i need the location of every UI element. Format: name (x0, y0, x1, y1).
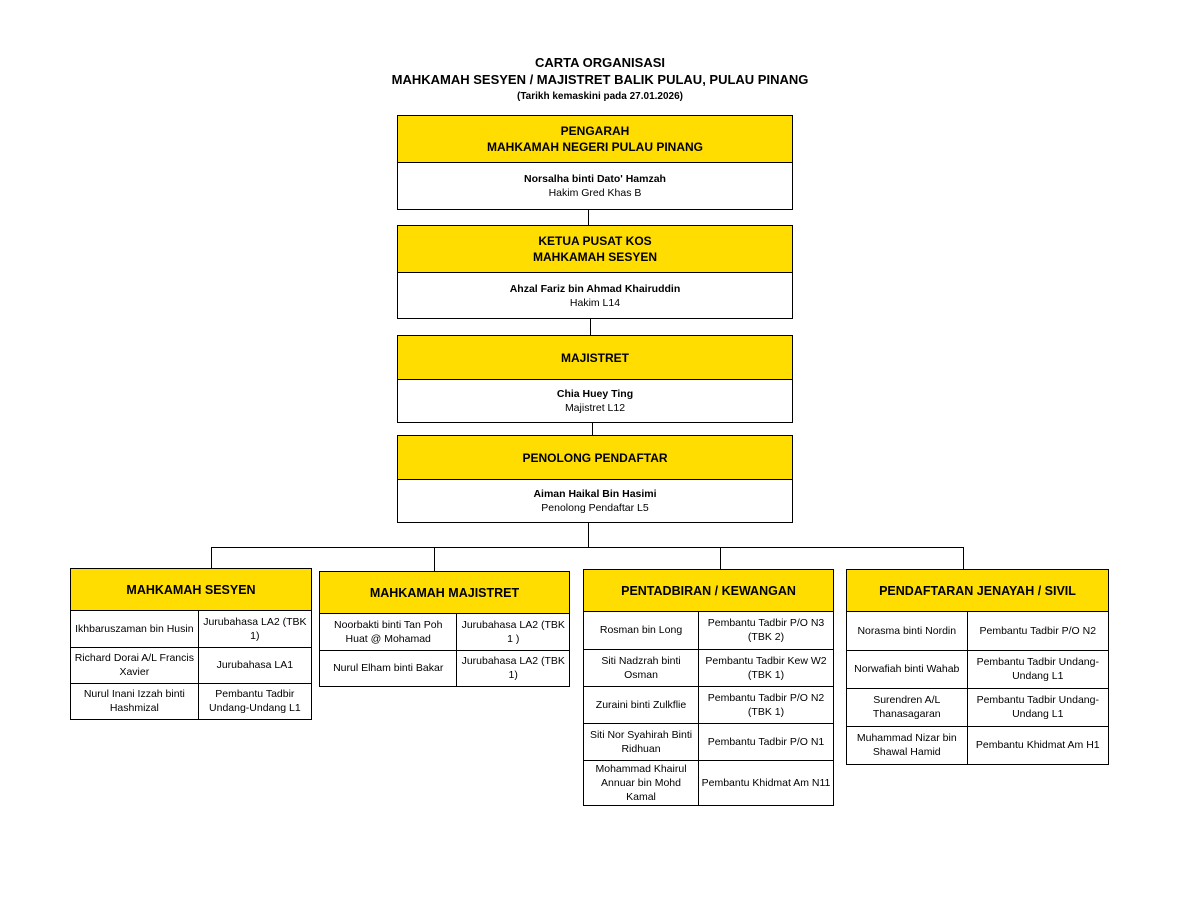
connector (590, 319, 591, 335)
connector (720, 547, 721, 569)
staff-post: Pembantu Tadbir P/O N3 (TBK 2) (699, 612, 833, 649)
staff-post: Pembantu Tadbir Undang-Undang L1 (198, 683, 311, 719)
staff-table (847, 612, 1108, 764)
table-row (320, 650, 569, 686)
connector (434, 547, 435, 571)
connector (211, 547, 212, 568)
unit-title: PENDAFTARAN JENAYAH / SIVIL (847, 570, 1108, 612)
staff-name: Noorbakti binti Tan Poh Huat @ Mohamad (320, 614, 457, 650)
unit-title: PENTADBIRAN / KEWANGAN (584, 570, 833, 612)
table-row (584, 686, 833, 723)
magistrate-info (398, 380, 792, 422)
staff-post: Pembantu Tadbir Undang-Undang L1 (967, 650, 1108, 688)
staff-post: Jurubahasa LA2 (TBK 1 ) (457, 614, 569, 650)
staff-name: Mohammad Khairul Annuar bin Mohd Kamal (584, 760, 699, 805)
cost-center-head-name: Ahzal Fariz bin Ahmad Khairuddin (509, 282, 681, 295)
magistrate-name: Chia Huey Ting (556, 388, 634, 400)
staff-table (320, 614, 569, 686)
unit-title: MAHKAMAH SESYEN (71, 569, 311, 611)
cost-center-head-title (398, 226, 792, 273)
staff-post: Jurubahasa LA1 (198, 647, 311, 683)
director-title-line2: MAHKAMAH NEGERI PULAU PINANG (487, 140, 703, 154)
staff-table (584, 612, 833, 805)
staff-post: Pembantu Tadbir P/O N2 (TBK 1) (699, 686, 833, 723)
assistant-registrar-title (398, 436, 792, 480)
table-row (71, 683, 311, 719)
director-title-line1: PENGARAH (560, 124, 630, 138)
chart-subtitle: MAHKAMAH SESYEN / MAJISTRET BALIK PULAU, PULAU PINANG (391, 72, 809, 87)
assistant-registrar-info (398, 480, 792, 522)
cost-center-head-info (398, 273, 792, 318)
table-row (71, 647, 311, 683)
cost-center-head-box (397, 225, 793, 319)
staff-post: Jurubahasa LA2 (TBK 1) (198, 611, 311, 647)
staff-table (71, 611, 311, 719)
cost-center-head-title-line1: KETUA PUSAT KOS (538, 234, 652, 248)
staff-post: Pembantu Khidmat Am H1 (967, 726, 1108, 764)
connector (963, 547, 964, 569)
director-title (398, 116, 792, 163)
staff-post: Jurubahasa LA2 (TBK 1) (457, 650, 569, 686)
magistrate-grade: Majistret L12 (564, 402, 626, 414)
staff-name: Nurul Elham binti Bakar (320, 650, 457, 686)
staff-post: Pembantu Tadbir Undang-Undang L1 (967, 688, 1108, 726)
staff-name: Nurul Inani Izzah binti Hashmizal (71, 683, 198, 719)
unit-sessions-court (70, 568, 312, 720)
chart-title: CARTA ORGANISASI (535, 55, 665, 70)
director-box (397, 115, 793, 210)
table-row (584, 649, 833, 686)
connector (592, 423, 593, 435)
staff-post: Pembantu Khidmat Am N11 (699, 760, 833, 805)
table-row (847, 688, 1108, 726)
table-row (847, 612, 1108, 650)
branch-line (211, 547, 964, 548)
connector (588, 523, 589, 547)
unit-criminal-civil-registry (846, 569, 1109, 765)
director-name: Norsalha binti Dato' Hamzah (524, 173, 666, 185)
staff-post: Pembantu Tadbir P/O N2 (967, 612, 1108, 650)
cost-center-head-title-line2: MAHKAMAH SESYEN (532, 250, 657, 264)
staff-name: Muhammad Nizar bin Shawal Hamid (847, 726, 967, 764)
assistant-registrar-grade: Penolong Pendaftar L5 (541, 502, 649, 514)
staff-post: Pembantu Tadbir Kew W2 (TBK 1) (699, 649, 833, 686)
unit-title: MAHKAMAH MAJISTRET (320, 572, 569, 614)
staff-name: Zuraini binti Zulkflie (584, 686, 699, 723)
staff-name: Siti Nor Syahirah Binti Ridhuan (584, 723, 699, 760)
magistrate-title-line1: MAJISTRET (560, 350, 629, 365)
table-row (71, 611, 311, 647)
table-row (847, 726, 1108, 764)
update-date: (Tarikh kemaskini pada 27.01.2026) (516, 91, 683, 102)
table-row (584, 723, 833, 760)
staff-name: Richard Dorai A/L Francis Xavier (71, 647, 198, 683)
staff-name: Siti Nadzrah binti Osman (584, 649, 699, 686)
magistrate-title (398, 336, 792, 380)
unit-magistrates-court (319, 571, 570, 687)
magistrate-box (397, 335, 793, 423)
director-grade: Hakim Gred Khas B (548, 187, 642, 199)
table-row (320, 614, 569, 650)
unit-administration-finance (583, 569, 834, 806)
table-row (847, 650, 1108, 688)
staff-name: Ikhbaruszaman bin Husin (71, 611, 198, 647)
cost-center-head-grade: Hakim L14 (569, 296, 621, 309)
connector (588, 210, 589, 225)
assistant-registrar-title-line1: PENOLONG PENDAFTAR (522, 450, 668, 465)
staff-post: Pembantu Tadbir P/O N1 (699, 723, 833, 760)
staff-name: Rosman bin Long (584, 612, 699, 649)
table-row (584, 760, 833, 805)
staff-name: Norasma binti Nordin (847, 612, 967, 650)
table-row (584, 612, 833, 649)
director-info (398, 163, 792, 209)
staff-name: Norwafiah binti Wahab (847, 650, 967, 688)
assistant-registrar-box (397, 435, 793, 523)
staff-name: Surendren A/L Thanasagaran (847, 688, 967, 726)
assistant-registrar-name: Aiman Haikal Bin Hasimi (533, 488, 657, 500)
